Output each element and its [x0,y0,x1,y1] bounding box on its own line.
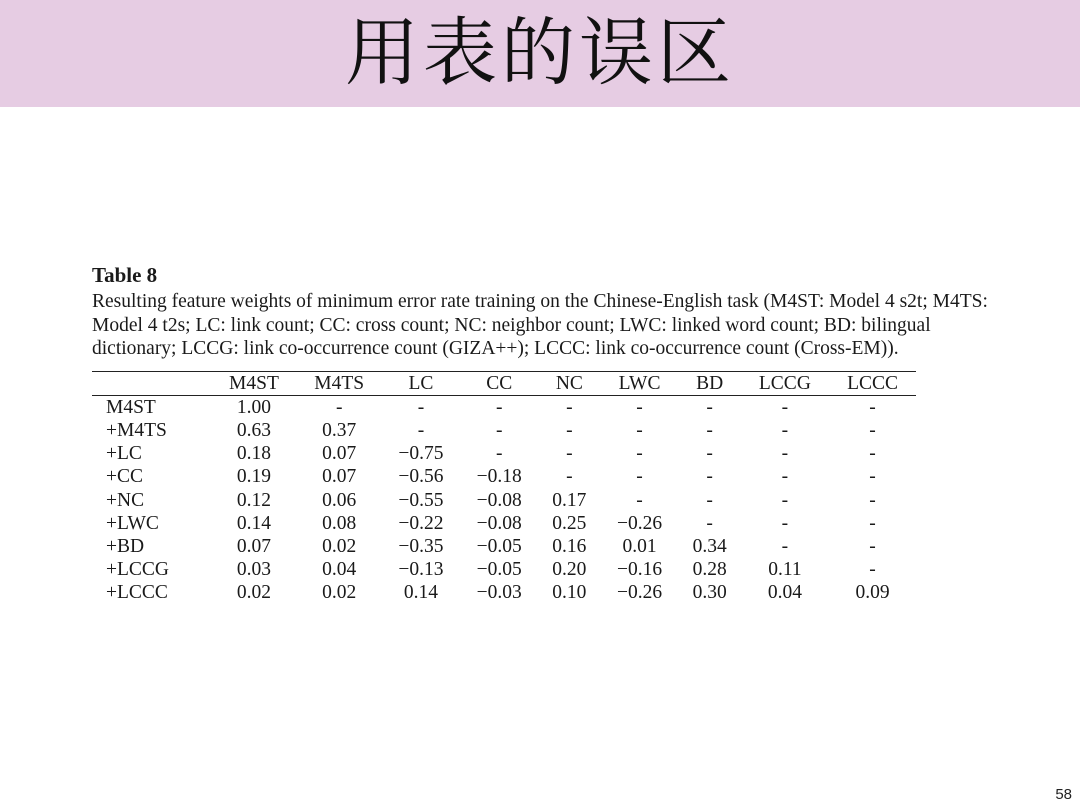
table-header-row [92,371,916,395]
table-cell: - [566,466,573,488]
table-cell: −0.08 [476,489,522,511]
table-cell: 1.00 [236,396,272,418]
table-cell: - [869,443,876,465]
table-cell: −0.05 [476,559,522,581]
table-cell: - [636,443,643,465]
table-cell: 0.37 [322,419,357,441]
table-cell: - [495,419,503,441]
table-cell: 0.18 [236,443,272,465]
table-body [92,395,916,604]
row-header-cell: M4ST [106,396,156,418]
table-cell: - [417,419,425,441]
table-cell: - [781,396,789,418]
table-cell: - [781,466,789,488]
table-row [92,535,916,558]
table-cell: −0.05 [476,535,522,557]
column-header: CC [460,371,538,395]
table-cell: 0.08 [322,512,357,534]
table-cell: - [566,443,573,465]
row-header-cell: +LC [106,443,142,465]
table-cell: - [706,419,713,441]
table-cell: 0.20 [552,559,587,581]
table-cell: 0.19 [236,466,272,488]
table-cell: 0.63 [236,419,272,441]
table-cell: −0.35 [398,535,444,557]
table-cell: 0.03 [236,559,272,581]
column-header: M4TS [297,371,382,395]
table-cell: −0.18 [476,466,522,488]
table-cell: - [636,466,643,488]
table-label: Table 8 [92,263,158,287]
row-header-cell: +NC [106,489,145,511]
table-cell: - [869,419,876,441]
table-cell: - [706,466,713,488]
table-cell: 0.30 [692,582,727,604]
table-cell: - [781,419,789,441]
table-cell: - [636,396,643,418]
table-cell: −0.26 [616,512,663,534]
column-header: LCCG [741,371,829,395]
row-header-cell: +LCCG [106,559,170,581]
table-cell: - [706,443,713,465]
row-header-cell: +M4TS [106,419,167,441]
table-cell: - [781,535,789,557]
table-cell: - [335,396,343,418]
table-cell: 0.17 [552,489,587,511]
table-cell: −0.22 [398,512,444,534]
row-header-cell: +LCCC [106,582,168,604]
column-header: NC [538,371,600,395]
table-cell: - [869,489,876,511]
table-cell: 0.04 [767,582,802,604]
table-figure [92,262,998,605]
table-cell: −0.26 [616,582,663,604]
row-header-cell: +CC [106,466,144,488]
table-cell: −0.08 [476,512,522,534]
table-caption: Resulting feature weights of minimum error rate training on the Chinese-English task (M4ST: Model 4 s2t; M4TS: Model 4 t2s; LC: link count; CC: cross count; NC: neighbor count; LWC: linked word count; BD: bilingual dictionary; LCCG: link co-occurrence count (GIZA++); LCCC: link co-occurrence count (Cross-EM)). [92,291,988,359]
table-cell: −0.13 [398,559,444,581]
table-cell: 0.02 [322,535,357,557]
table-cell: 0.28 [692,559,727,581]
column-header: M4ST [211,371,296,395]
column-header: BD [679,371,741,395]
table-cell: 0.07 [322,466,357,488]
table-row [92,558,916,581]
table-cell: 0.34 [692,535,727,557]
table-row [92,395,916,419]
table-cell: 0.06 [322,489,357,511]
table-cell: - [869,512,876,534]
table-cell: 0.01 [622,535,657,557]
table-cell: - [495,396,503,418]
table-cell: - [781,489,789,511]
table-row [92,442,916,465]
table-cell: - [417,396,425,418]
table-cell: 0.14 [403,582,438,604]
column-header: LCCC [829,371,916,395]
table-cell: - [495,443,503,465]
table-row [92,512,916,535]
table-cell: 0.25 [552,512,587,534]
table-cell: 0.04 [322,559,357,581]
table-cell: - [706,396,713,418]
table-cell: - [706,489,713,511]
table-cell: - [869,396,876,418]
table-cell: 0.12 [236,489,272,511]
table-cell: - [706,512,713,534]
table-cell: - [869,559,876,581]
table-cell: 0.02 [322,582,357,604]
table-row [92,465,916,488]
table-cell: - [636,489,643,511]
table-cell: - [636,419,643,441]
page-number: 58 [1055,786,1072,803]
table-row [92,581,916,604]
table-cell: 0.16 [552,535,587,557]
feature-weights-table [92,371,916,605]
table-row [92,489,916,512]
table-cell: −0.75 [398,443,444,465]
column-header [92,371,211,395]
table-cell: 0.09 [855,582,890,604]
table-cell: - [566,419,573,441]
table-cell: - [869,535,876,557]
table-cell: −0.03 [476,582,522,604]
table-cell: −0.16 [616,559,663,581]
row-header-cell: +BD [106,535,145,557]
table-cell: 0.10 [552,582,587,604]
table-cell: - [781,443,789,465]
table-cell: 0.02 [236,582,272,604]
table-cell: −0.55 [398,489,444,511]
table-cell: 0.07 [322,443,357,465]
row-header-cell: +LWC [106,512,159,534]
column-header: LC [382,371,460,395]
column-header: LWC [600,371,678,395]
table-cell: −0.56 [398,466,444,488]
table-cell: - [869,466,876,488]
table-cell: - [781,512,789,534]
slide-title: 用表的误区 [345,10,735,96]
table-cell: 0.14 [236,512,272,534]
table-cell: - [566,396,573,418]
table-cell: 0.07 [236,535,272,557]
table-cell: 0.11 [768,559,802,581]
table-row [92,419,916,442]
